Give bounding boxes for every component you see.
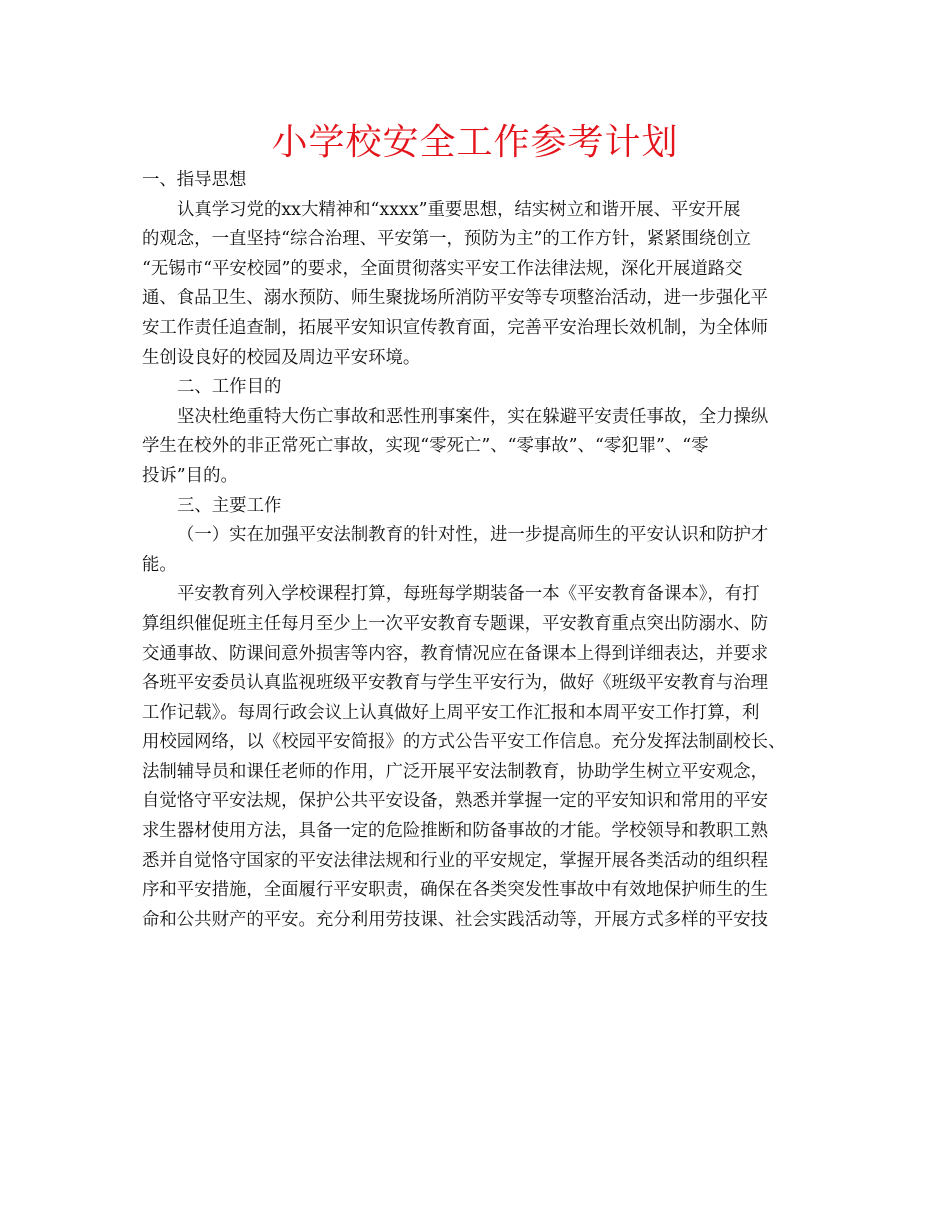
paragraph-line: “无锡市“平安校园”的要求，全面贯彻落实平安工作法律法规，深化开展道路交 — [142, 258, 743, 279]
paragraph-line: 算组织催促班主任每月至少上一次平安教育专题课，平安教育重点突出防溺水、防 — [142, 613, 769, 634]
paragraph-line: 坚决杜绝重特大伤亡事故和恶性刑事案件，实在躲避平安责任事故，全力操纵 — [177, 406, 769, 427]
paragraph-line: 悉并自觉恪守国家的平安法律法规和行业的平安规定，掌握开展各类活动的组织程 — [142, 850, 769, 871]
paragraph-line: 法制辅导员和课任老师的作用，广泛开展平安法制教育，协助学生树立平安观念， — [142, 761, 769, 782]
paragraph-line: 平安教育列入学校课程打算，每班每学期装备一本《平安教育备课本》，有打 — [177, 584, 760, 605]
section-heading-main-work: 三、主要工作 — [177, 495, 282, 516]
document-body — [142, 166, 814, 935]
paragraph-line: 生创设良好的校园及周边平安环境。 — [142, 347, 421, 368]
section-heading-guiding-thought: 一、指导思想 — [142, 170, 247, 190]
section-heading-work-goals: 二、工作目的 — [177, 377, 282, 398]
paragraph-line: 各班平安委员认真监视班级平安教育与学生平安行为，做好《班级平安教育与治理 — [142, 673, 769, 694]
paragraph-line: 自觉恪守平安法规，保护公共平安设备，熟悉并掌握一定的平安知识和常用的平安 — [142, 791, 769, 812]
paragraph-line: 安工作责任追查制，拓展平安知识宣传教育面，完善平安治理长效机制，为全体师 — [142, 317, 769, 338]
paragraph-line: 投诉”目的。 — [142, 465, 238, 486]
paragraph-line: 学生在校外的非正常死亡事故，实现“零死亡”、“零事故”、“零犯罪”、“零 — [142, 436, 709, 457]
paragraph-line: 序和平安措施，全面履行平安职责，确保在各类突发性事故中有效地保护师生的生 — [142, 880, 769, 901]
paragraph-line: 认真学习党的xx大精神和“xxxx”重要思想，结实树立和谐开展、平安开展 — [177, 199, 741, 220]
paragraph-line: 工作记载》。每周行政会议上认真做好上周平安工作汇报和本周平安工作打算，利 — [142, 702, 760, 723]
paragraph-line: 求生器材使用方法，具备一定的危险推断和防备事故的才能。学校领导和教职工熟 — [142, 821, 769, 842]
paragraph-line: 用校园网络，以《校园平安简报》的方式公告平安工作信息。充分发挥法制副校长、 — [142, 732, 786, 753]
document-title: 小学校安全工作参考计划 — [271, 122, 679, 163]
paragraph-line: 命和公共财产的平安。充分利用劳技课、社会实践活动等，开展方式多样的平安技 — [142, 909, 769, 930]
paragraph-line: 通、食品卫生、溺水预防、师生聚拢场所消防平安等专项整治活动，进一步强化平 — [142, 288, 769, 309]
subsection-heading-continued: 能。 — [142, 554, 177, 575]
subsection-heading: （一）实在加强平安法制教育的针对性，进一步提高师生的平安认识和防护才 — [177, 525, 769, 546]
paragraph-line: 交通事故、防课间意外损害等内容，教育情况应在备课本上得到详细表达，并要求 — [142, 643, 769, 664]
paragraph-line: 的观念，一直坚持“综合治理、平安第一，预防为主”的工作方针，紧紧围绕创立 — [142, 229, 752, 250]
